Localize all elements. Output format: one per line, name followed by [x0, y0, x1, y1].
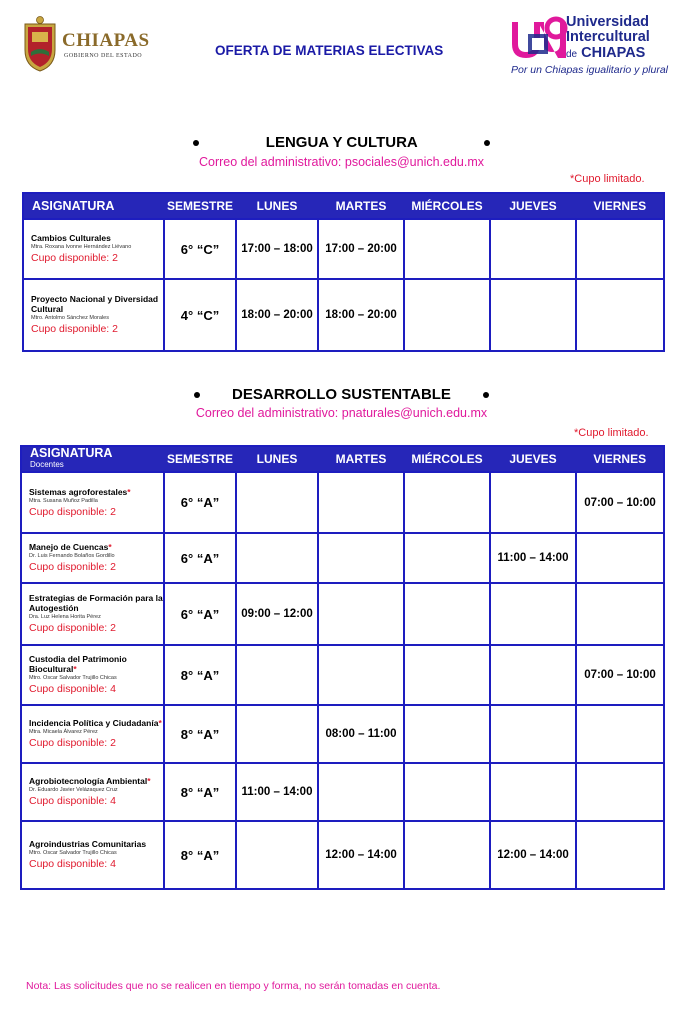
- column-header-semestre: SEMESTRE: [164, 193, 236, 219]
- cupo-limitado-note: *Cupo limitado.: [574, 427, 649, 439]
- table-row: [23, 279, 664, 351]
- semester-cell: 8° “A”: [164, 645, 236, 705]
- limited-star: *: [158, 718, 162, 728]
- subject-teacher: Mtra. Micaela Álvarez Pérez: [29, 729, 98, 735]
- column-header-jueves: JUEVES: [490, 193, 576, 219]
- subject-name: Agrobiotecnología Ambiental*: [29, 776, 151, 786]
- subject-name: Custodia del Patrimonio Biocultural*: [29, 654, 127, 674]
- subject-cupo: Cupo disponible: 4: [29, 795, 116, 807]
- state-subtitle: GOBIERNO DEL ESTADO: [64, 53, 143, 59]
- limited-star: *: [108, 542, 112, 552]
- time-cell-viernes: [576, 219, 664, 279]
- table-row: [21, 763, 664, 821]
- chiapas-government-logo: [22, 16, 152, 76]
- limited-star: *: [147, 776, 151, 786]
- column-header-miercoles: MIÉRCOLES: [404, 446, 490, 472]
- semester-cell: 6° “C”: [164, 219, 236, 279]
- time-cell-jueves: [490, 472, 576, 533]
- time-cell-lunes: [236, 472, 318, 533]
- time-cell-jueves: [490, 583, 576, 645]
- column-header-asignatura: ASIGNATURA Docentes: [21, 446, 164, 472]
- subject-teacher: Mtro. Antolmo Sánchez Morales: [31, 315, 109, 321]
- time-cell-miercoles: [404, 219, 490, 279]
- subject-cell: [21, 763, 164, 821]
- subject-teacher: Dra. Luz Helena Horita Pérez: [29, 614, 101, 620]
- subject-cell: [21, 821, 164, 889]
- footnote: Nota: Las solicitudes que no se realicen en tiempo y forma, no serán tomadas en cuenta.: [26, 980, 441, 992]
- table-row: [23, 219, 664, 279]
- time-cell-lunes: [236, 533, 318, 583]
- subject-cupo: Cupo disponible: 2: [29, 561, 116, 573]
- subject-cupo: Cupo disponible: 2: [31, 252, 118, 264]
- time-cell-jueves: [490, 279, 576, 351]
- subject-cupo: Cupo disponible: 2: [31, 323, 118, 335]
- time-cell-viernes: [576, 705, 664, 763]
- schedule-table-lengua: [22, 192, 665, 352]
- subject-cell: [21, 533, 164, 583]
- semester-cell: 6° “A”: [164, 533, 236, 583]
- time-cell-jueves: [490, 219, 576, 279]
- subject-teacher: Dr. Luis Fernando Bolaños Gordillo: [29, 553, 115, 559]
- table-header-row: [21, 446, 664, 472]
- subject-name: Sistemas agroforestales*: [29, 486, 131, 497]
- time-cell-lunes: [236, 821, 318, 889]
- cupo-limitado-note: *Cupo limitado.: [570, 173, 645, 185]
- column-header-martes: MARTES: [318, 446, 404, 472]
- column-header-asignatura: ASIGNATURA: [23, 193, 164, 219]
- time-cell-lunes: [236, 705, 318, 763]
- university-name-line3: de CHIAPAS: [566, 45, 646, 61]
- section-title-lengua: LENGUA Y CULTURA: [0, 134, 683, 151]
- page-title: OFERTA DE MATERIAS ELECTIVAS: [215, 43, 444, 58]
- subject-teacher: Mtro. Oscar Salvador Trujillo Chicas: [29, 850, 117, 856]
- time-cell-lunes: 11:00 – 14:00: [236, 763, 318, 821]
- admin-email-lengua: Correo del administrativo: psociales@unich.edu.mx: [198, 155, 485, 169]
- subject-cupo: Cupo disponible: 2: [29, 622, 116, 634]
- schedule-table-desarrollo: [20, 445, 665, 890]
- bullet-icon: [193, 140, 199, 146]
- time-cell-viernes: [576, 583, 664, 645]
- column-header-lunes: LUNES: [236, 193, 318, 219]
- time-cell-lunes: 09:00 – 12:00: [236, 583, 318, 645]
- time-cell-miercoles: [404, 821, 490, 889]
- admin-email-desarrollo: Correo del administrativo: pnaturales@unich.edu.mx: [195, 406, 488, 420]
- subject-cell: [21, 472, 164, 533]
- subject-teacher: Mtra. Susana Muñoz Padilla: [29, 497, 98, 504]
- semester-cell: 8° “A”: [164, 705, 236, 763]
- table-row: [21, 472, 664, 533]
- subject-cupo: Cupo disponible: 2: [29, 505, 116, 518]
- bullet-icon: [484, 140, 490, 146]
- table-header-row: [23, 193, 664, 219]
- time-cell-martes: [318, 763, 404, 821]
- time-cell-lunes: 18:00 – 20:00: [236, 279, 318, 351]
- time-cell-martes: [318, 583, 404, 645]
- subject-name: Incidencia Política y Ciudadanía*: [29, 718, 162, 728]
- time-cell-jueves: [490, 705, 576, 763]
- subject-name: Manejo de Cuencas*: [29, 542, 112, 552]
- university-name-line2: Intercultural: [566, 29, 650, 45]
- column-header-martes: MARTES: [318, 193, 404, 219]
- subject-cell: [21, 645, 164, 705]
- university-slogan: Por un Chiapas igualitario y plural: [511, 64, 669, 76]
- subject-cupo: Cupo disponible: 4: [29, 858, 116, 870]
- time-cell-miercoles: [404, 705, 490, 763]
- time-cell-viernes: [576, 279, 664, 351]
- unich-logo: [508, 14, 668, 94]
- time-cell-martes: [318, 533, 404, 583]
- time-cell-lunes: [236, 645, 318, 705]
- bullet-icon: [194, 392, 200, 398]
- subject-cupo: Cupo disponible: 2: [29, 737, 116, 749]
- state-name: CHIAPAS: [62, 30, 150, 51]
- limited-star: *: [127, 486, 131, 497]
- semester-cell: 4° “C”: [164, 279, 236, 351]
- table-row: [21, 821, 664, 889]
- subject-cupo: Cupo disponible: 4: [29, 683, 116, 695]
- semester-cell: 8° “A”: [164, 821, 236, 889]
- subject-name: Proyecto Nacional y Diversidad Cultural: [31, 294, 159, 314]
- subject-name: Estrategias de Formación para la Autogestión: [29, 593, 163, 613]
- subject-cell: [21, 583, 164, 645]
- time-cell-miercoles: [404, 279, 490, 351]
- time-cell-miercoles: [404, 533, 490, 583]
- time-cell-jueves: [490, 645, 576, 705]
- time-cell-miercoles: [404, 763, 490, 821]
- column-header-viernes: VIERNES: [576, 193, 664, 219]
- column-header-lunes: LUNES: [236, 446, 318, 472]
- coat-of-arms-icon: [22, 16, 58, 72]
- university-name-line1: Universidad: [566, 14, 649, 30]
- subject-name: Cambios Culturales: [31, 233, 111, 243]
- limited-star: *: [73, 664, 77, 674]
- time-cell-martes: [318, 472, 404, 533]
- time-cell-viernes: [576, 533, 664, 583]
- semester-cell: 6° “A”: [164, 472, 236, 533]
- time-cell-martes: 12:00 – 14:00: [318, 821, 404, 889]
- column-header-viernes: VIERNES: [576, 446, 664, 472]
- time-cell-lunes: 17:00 – 18:00: [236, 219, 318, 279]
- time-cell-martes: [318, 645, 404, 705]
- column-header-miercoles: MIÉRCOLES: [404, 193, 490, 219]
- semester-cell: 8° “A”: [164, 763, 236, 821]
- time-cell-martes: 17:00 – 20:00: [318, 219, 404, 279]
- subject-cell: [21, 705, 164, 763]
- time-cell-martes: 08:00 – 11:00: [318, 705, 404, 763]
- subject-cell: [23, 279, 164, 351]
- semester-cell: 6° “A”: [164, 583, 236, 645]
- bullet-icon: [483, 392, 489, 398]
- time-cell-viernes: [576, 763, 664, 821]
- time-cell-miercoles: [404, 583, 490, 645]
- table-row: [21, 645, 664, 705]
- time-cell-viernes: [576, 821, 664, 889]
- time-cell-jueves: 12:00 – 14:00: [490, 821, 576, 889]
- subject-teacher: Dr. Eduardo Javier Velázaquez Cruz: [29, 787, 118, 793]
- table-row: [21, 533, 664, 583]
- subject-teacher: Mtro. Oscar Salvador Trujillo Chicas: [29, 675, 117, 681]
- time-cell-viernes: 07:00 – 10:00: [576, 472, 664, 533]
- section-title-desarrollo: DESARROLLO SUSTENTABLE: [0, 386, 683, 403]
- time-cell-martes: 18:00 – 20:00: [318, 279, 404, 351]
- time-cell-jueves: 11:00 – 14:00: [490, 533, 576, 583]
- table-row: [21, 583, 664, 645]
- column-header-semestre: SEMESTRE: [164, 446, 236, 472]
- page-header: [0, 0, 683, 110]
- column-header-jueves: JUEVES: [490, 446, 576, 472]
- table-row: [21, 705, 664, 763]
- subject-teacher: Mtra. Roxana Ivonne Hernández Liévano: [31, 244, 132, 250]
- time-cell-miercoles: [404, 472, 490, 533]
- subject-cell: [23, 219, 164, 279]
- time-cell-miercoles: [404, 645, 490, 705]
- subject-name: Agroindustrias Comunitarias: [29, 839, 147, 849]
- time-cell-viernes: 07:00 – 10:00: [576, 645, 664, 705]
- time-cell-jueves: [490, 763, 576, 821]
